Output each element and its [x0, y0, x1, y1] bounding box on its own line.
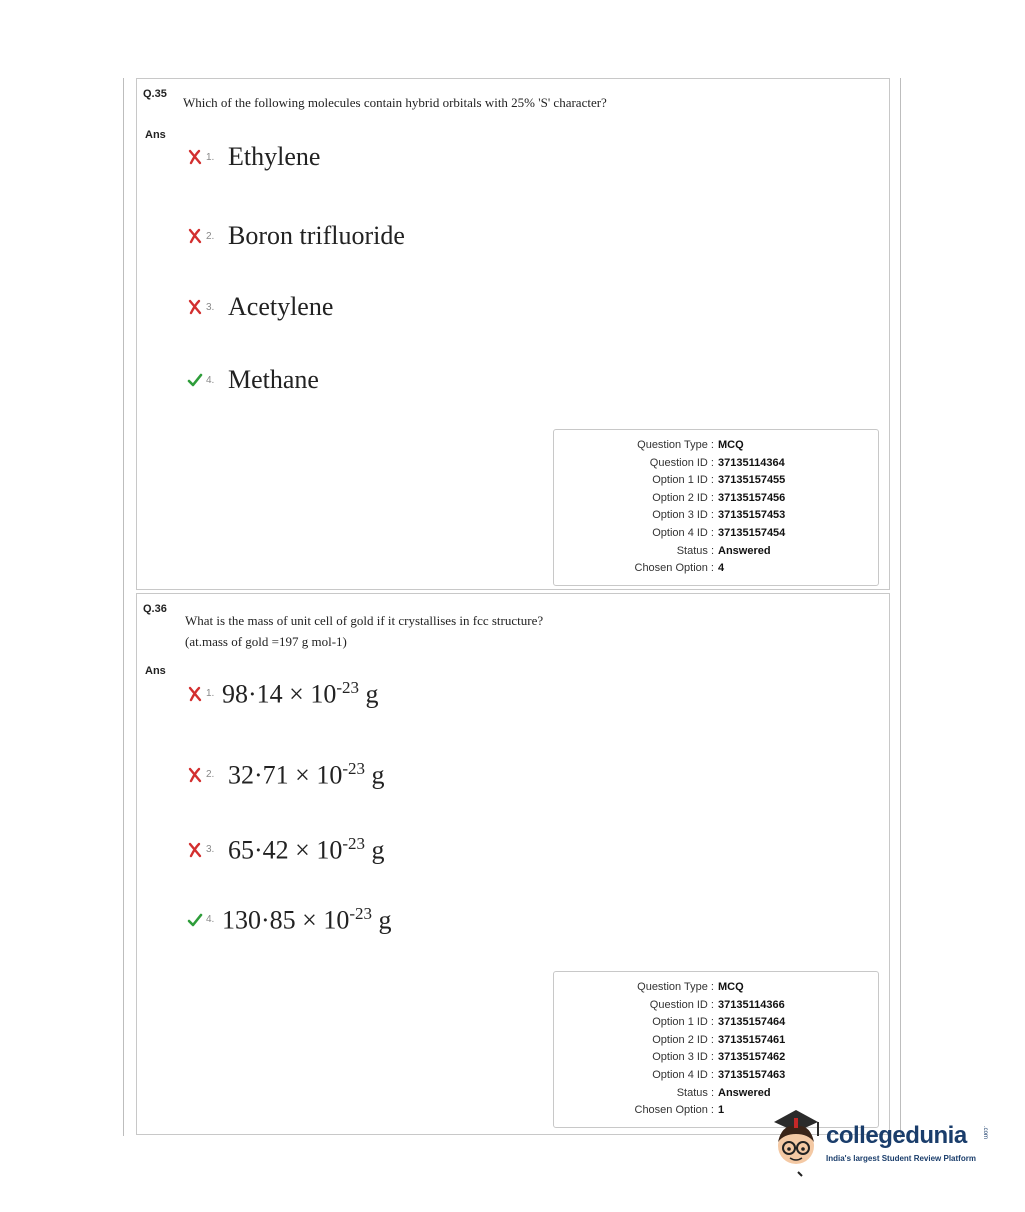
meta-label: Status :	[676, 1086, 714, 1099]
meta-value: 37135114366	[718, 998, 785, 1011]
meta-value: 4	[718, 562, 725, 575]
meta-question-type	[554, 979, 878, 997]
answer-label: Ans	[145, 665, 166, 677]
option-1	[187, 678, 379, 710]
cross-mark-icon	[187, 686, 203, 702]
meta-label: Option 2 ID :	[652, 491, 714, 504]
meta-label: Option 1 ID :	[652, 474, 714, 487]
meta-question-type	[554, 437, 878, 455]
question-number: Q.35	[143, 88, 167, 100]
meta-label: Option 3 ID :	[652, 509, 714, 522]
meta-question-id	[554, 997, 878, 1015]
meta-label: Chosen Option :	[634, 562, 714, 575]
question-text-line: What is the mass of unit cell of gold if it crystallises in fcc structure?	[185, 613, 544, 628]
option-mantissa: 32·71 × 10	[228, 760, 343, 790]
option-text: Methane	[228, 365, 319, 394]
meta-value: 37135157462	[718, 1051, 786, 1064]
question-meta-panel	[553, 429, 879, 586]
brand-tagline: India's largest Student Review Platform	[826, 1154, 976, 1163]
option-number: 4.	[206, 914, 215, 926]
answer-label: Ans	[145, 129, 166, 141]
meta-option-4-id	[554, 525, 878, 543]
meta-value: 37135157454	[718, 526, 786, 539]
meta-value: 37135157461	[718, 1033, 786, 1046]
meta-label: Chosen Option :	[634, 1104, 714, 1117]
option-unit: g	[365, 760, 385, 790]
option-number: 1.	[206, 151, 215, 163]
meta-label: Option 2 ID :	[652, 1033, 714, 1046]
meta-label: Option 4 ID :	[652, 526, 714, 539]
question-number: Q.36	[143, 603, 167, 615]
option-unit: g	[372, 905, 392, 935]
meta-chosen-option	[554, 560, 878, 578]
cross-mark-icon	[187, 228, 203, 244]
meta-value: Answered	[718, 1086, 771, 1099]
option-number: 3.	[206, 844, 215, 856]
option-unit: g	[365, 835, 385, 865]
cross-mark-icon	[187, 149, 203, 165]
meta-value: 37135157455	[718, 474, 786, 487]
question-text-line: (at.mass of gold =197 g mol-1)	[185, 634, 347, 649]
option-4	[187, 365, 319, 395]
option-2	[187, 759, 385, 791]
option-number: 4.	[206, 374, 215, 386]
meta-option-4-id	[554, 1067, 878, 1085]
question-text	[183, 92, 607, 113]
option-text	[228, 834, 385, 866]
option-text: Boron trifluoride	[228, 221, 405, 250]
option-text	[228, 759, 385, 791]
brand-suffix: .com	[982, 1126, 988, 1140]
option-text: Acetylene	[228, 292, 334, 321]
option-exponent: -23	[336, 678, 359, 697]
meta-value: 37135157463	[718, 1068, 786, 1081]
meta-option-2-id	[554, 490, 878, 508]
meta-value: MCQ	[718, 981, 744, 993]
question-36-box	[136, 593, 890, 1135]
meta-value: 37135157453	[718, 509, 786, 522]
option-exponent: -23	[349, 904, 372, 923]
option-number: 3.	[206, 301, 215, 313]
meta-status	[554, 543, 878, 561]
question-text	[185, 610, 543, 652]
meta-label: Question ID :	[649, 456, 714, 469]
meta-option-3-id	[554, 507, 878, 525]
meta-label: Option 4 ID :	[652, 1068, 714, 1081]
option-4	[187, 904, 392, 936]
option-exponent: -23	[342, 759, 365, 778]
option-mantissa: 98·14 × 10	[222, 679, 337, 709]
option-2	[187, 221, 405, 251]
cross-mark-icon	[187, 767, 203, 783]
meta-option-1-id	[554, 472, 878, 490]
cross-mark-icon	[187, 842, 203, 858]
check-mark-icon	[187, 372, 203, 388]
meta-value: 37135157456	[718, 491, 786, 504]
option-mantissa: 130·85 × 10	[222, 905, 350, 935]
meta-label: Option 1 ID :	[652, 1016, 714, 1029]
question-text-line: Which of the following molecules contain hybrid orbitals with 25% 'S' character?	[183, 95, 607, 110]
option-number: 1.	[206, 688, 215, 700]
option-unit: g	[359, 679, 379, 709]
option-mantissa: 65·42 × 10	[228, 835, 343, 865]
option-1	[187, 142, 320, 172]
option-text	[222, 678, 379, 710]
option-3	[187, 292, 333, 322]
meta-option-3-id	[554, 1049, 878, 1067]
meta-status	[554, 1085, 878, 1103]
meta-label: Status :	[676, 544, 714, 557]
meta-value: 37135114364	[718, 456, 785, 469]
meta-question-id	[554, 455, 878, 473]
meta-label: Question Type :	[637, 981, 714, 993]
option-3	[187, 834, 385, 866]
meta-option-2-id	[554, 1032, 878, 1050]
brand-name: collegedunia	[826, 1122, 967, 1149]
question-35-box	[136, 78, 890, 590]
option-exponent: -23	[342, 834, 365, 853]
meta-label: Question Type :	[637, 439, 714, 451]
student-mascot-icon	[768, 1104, 824, 1178]
brand-logo	[768, 1104, 998, 1184]
option-number: 2.	[206, 769, 215, 781]
meta-value: 37135157464	[718, 1016, 786, 1029]
meta-option-1-id	[554, 1014, 878, 1032]
meta-value: 1	[718, 1104, 725, 1117]
meta-value: MCQ	[718, 439, 744, 451]
meta-label: Option 3 ID :	[652, 1051, 714, 1064]
option-number: 2.	[206, 230, 215, 242]
meta-label: Question ID :	[649, 998, 714, 1011]
page-frame-left	[123, 78, 124, 1136]
page-frame-right	[900, 78, 901, 1138]
option-text	[222, 904, 392, 936]
cross-mark-icon	[187, 299, 203, 315]
option-text: Ethylene	[228, 142, 321, 171]
check-mark-icon	[187, 912, 203, 928]
meta-value: Answered	[718, 544, 771, 557]
